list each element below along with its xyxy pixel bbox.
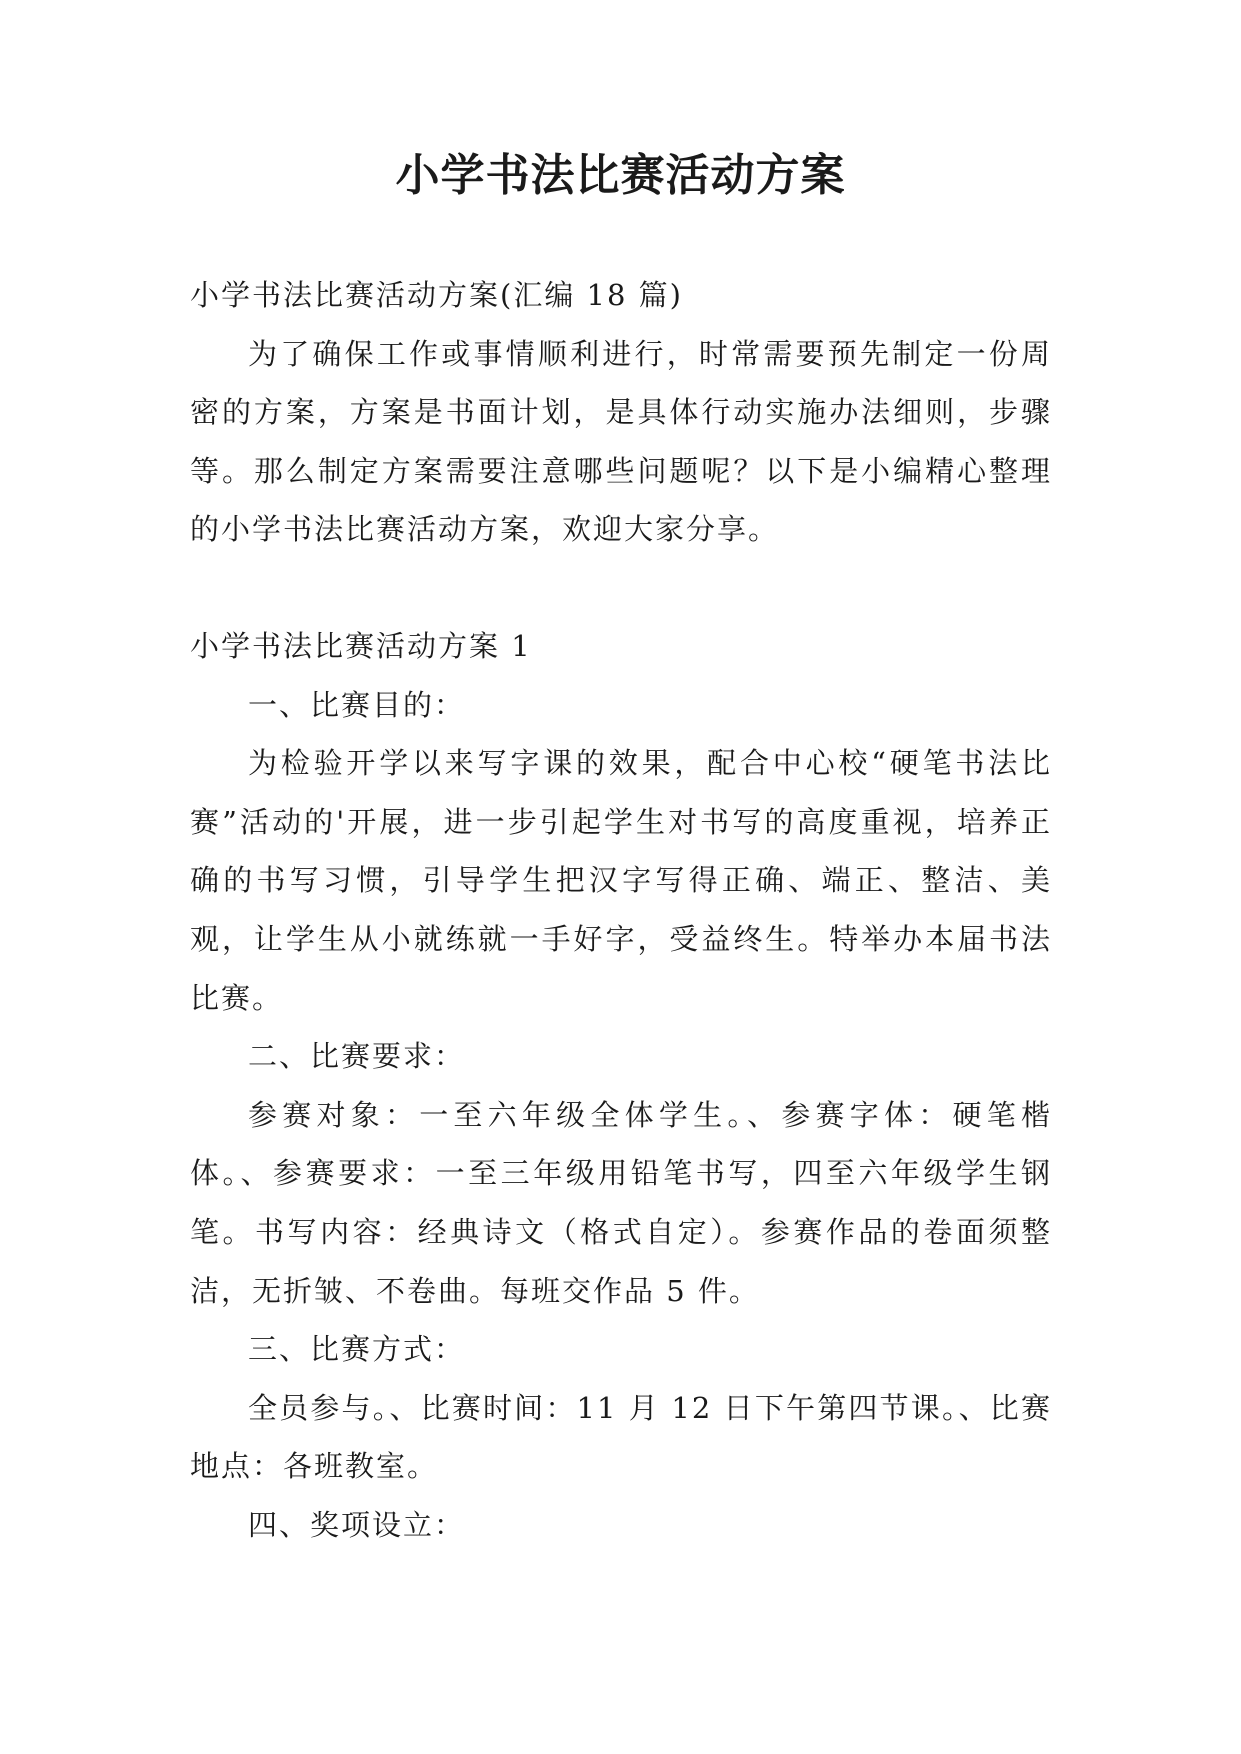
method-paragraph: 全员参与。、比赛时间：11 月 12 日下午第四节课。、比赛地点：各班教室。 xyxy=(190,1390,1052,1484)
item-heading-awards: 四、奖项设立： xyxy=(248,1507,466,1542)
item-heading-method: 三、比赛方式： xyxy=(248,1332,466,1367)
section-heading: 小学书法比赛活动方案 1 xyxy=(190,628,532,663)
item-heading-requirements: 二、比赛要求： xyxy=(248,1039,466,1074)
document-body xyxy=(190,266,1052,1554)
intro-paragraph: 为了确保工作或事情顺利进行，时常需要预先制定一份周密的方案，方案是书面计划，是具体行动实施办法细则，步骤等。那么制定方案需要注意哪些问题呢？以下是小编精心整理的小学书法比赛活动方案，欢迎大家分享。 xyxy=(190,336,1052,547)
requirements-paragraph: 参赛对象：一至六年级全体学生。、参赛字体：硬笔楷体。、参赛要求：一至三年级用铅笔书写，四至六年级学生钢笔。书写内容：经典诗文（格式自定）。参赛作品的卷面须整洁，无折皱、不卷曲。每班交作品 5 件。 xyxy=(190,1097,1052,1308)
document-title: 小学书法比赛活动方案 xyxy=(395,150,846,201)
item-heading-purpose: 一、比赛目的： xyxy=(248,687,466,722)
subtitle-line: 小学书法比赛活动方案(汇编 18 篇) xyxy=(190,278,683,312)
purpose-paragraph: 为检验开学以来写字课的效果，配合中心校“硬笔书法比赛”活动的'开展，进一步引起学生对书写的高度重视，培养正确的书写习惯，引导学生把汉字写得正确、端正、整洁、美观，让学生从小就练就一手好字，受益终生。特举办本届书法比赛。 xyxy=(190,746,1052,1015)
